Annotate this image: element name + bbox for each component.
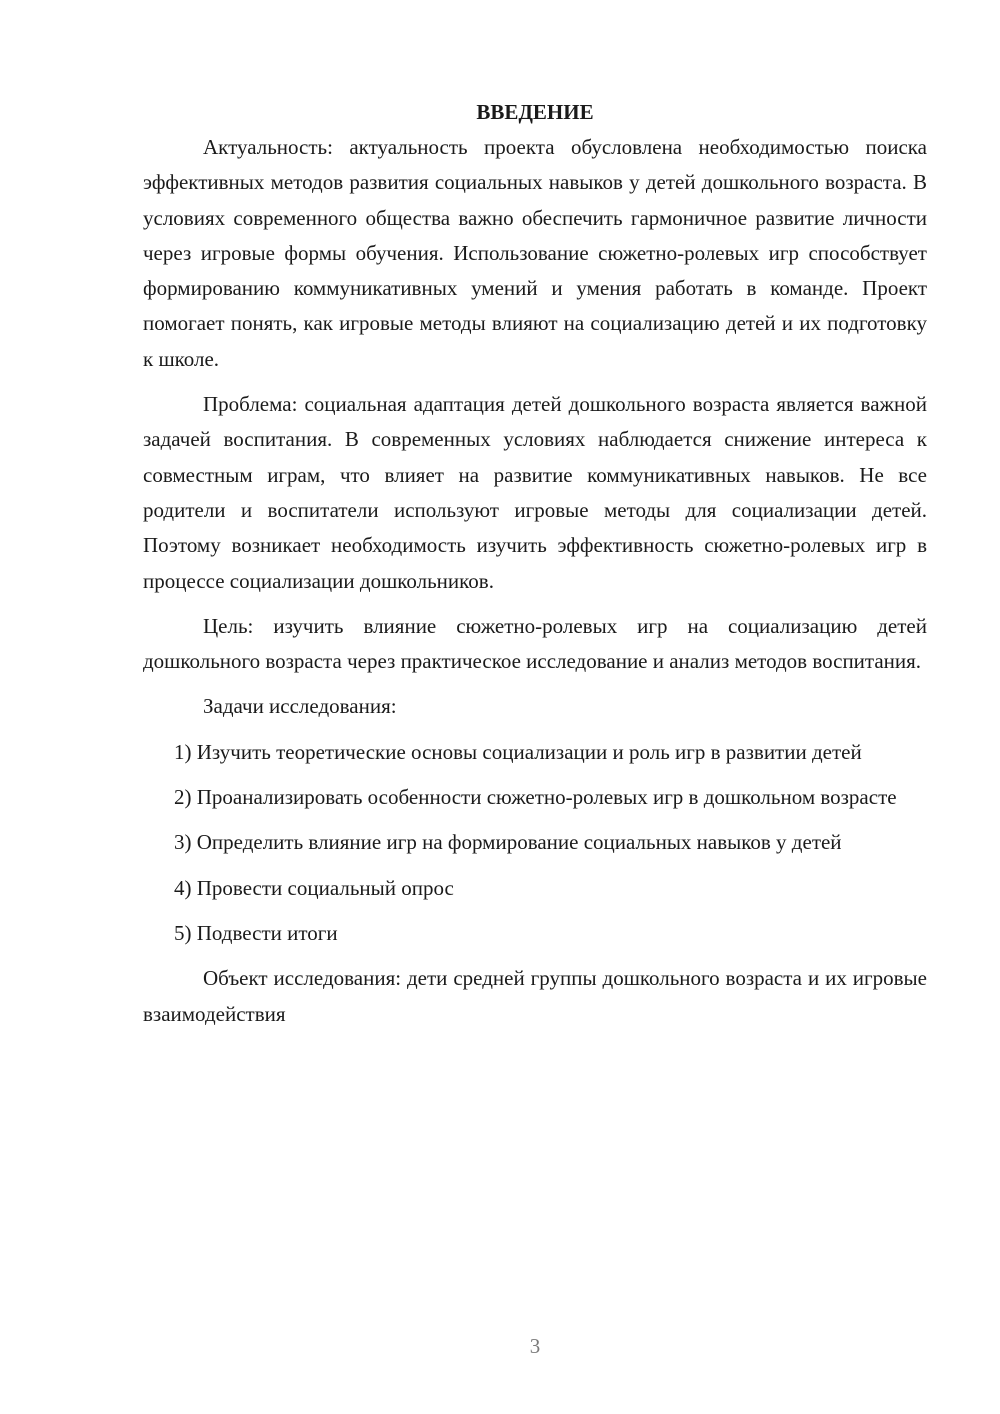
goal-paragraph: Цель: изучить влияние сюжетно-ролевых игр на социализацию детей дошкольного возраста через практическое исследование и анализ методов воспитания.: [143, 613, 927, 674]
page-number: 3: [529, 1334, 541, 1358]
relevance-paragraph: Актуальность: актуальность проекта обусловлена необходимостью поиска эффективных методов развития социальных навыков у детей дошкольного возраста. В условиях современного общества важно обеспечить гармоничное развитие личности через игровые формы обучения. Использование сюжетно-ролевых игр способствует формированию коммуникативных умений и умения работать в команде. Проект помогает понять, как игровые методы влияют на социализацию детей и их подготовку к школе.: [143, 135, 927, 371]
tasks-heading: Задачи исследования:: [203, 694, 397, 719]
task-item-3: 3) Определить влияние игр на формирование социальных навыков у детей: [174, 830, 842, 855]
section-title: ВВЕДЕНИЕ: [476, 100, 594, 124]
problem-paragraph: Проблема: социальная адаптация детей дошкольного возраста является важной задачей воспитания. В современных условиях наблюдается снижение интереса к совместным играм, что влияет на развитие коммуникативных навыков. Не все родители и воспитатели используют игровые методы для социализации детей. Поэтому возникает необходимость изучить эффективность сюжетно-ролевых игр в процессе социализации дошкольников.: [143, 392, 927, 593]
task-item-4: 4) Провести социальный опрос: [174, 875, 454, 900]
task-item-1: 1) Изучить теоретические основы социализации и роль игр в развитии детей: [174, 739, 862, 764]
object-paragraph: Объект исследования: дети средней группы дошкольного возраста и их игровые взаимодействия: [143, 966, 927, 1026]
task-item-5: 5) Подвести итоги: [174, 920, 338, 945]
task-item-2: 2) Проанализировать особенности сюжетно-ролевых игр в дошкольном возрасте: [174, 785, 897, 810]
page-content: [143, 95, 927, 1032]
